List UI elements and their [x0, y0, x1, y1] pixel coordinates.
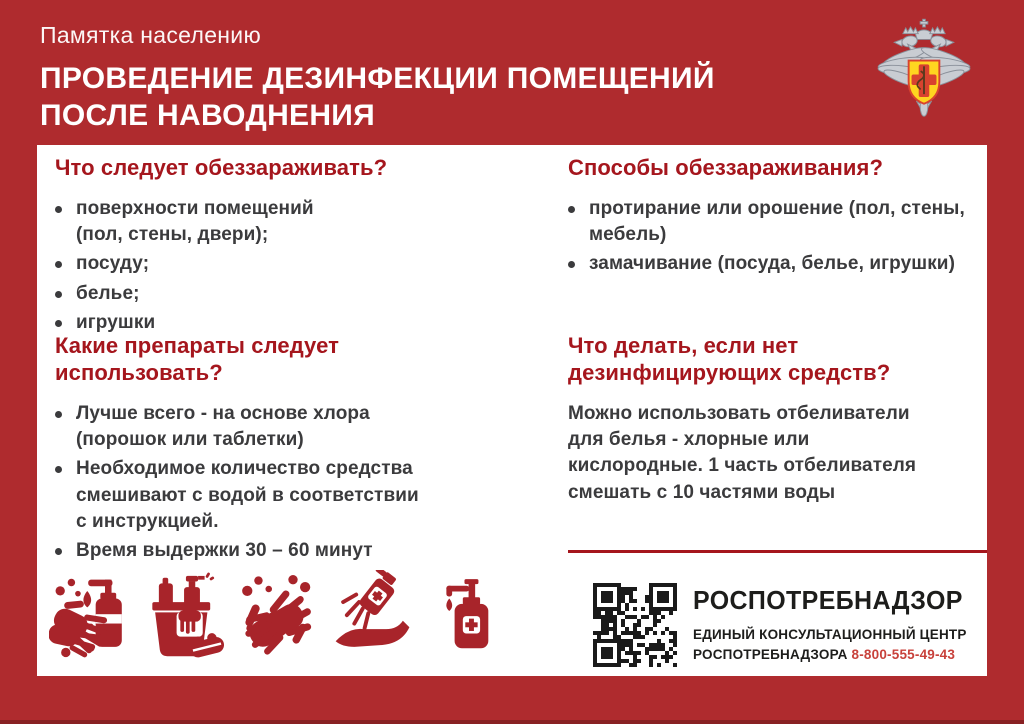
bullet-dot: [55, 466, 62, 473]
bullet-list: [568, 196, 978, 278]
sanitizer-bottle-icon: [425, 570, 499, 669]
contact-line2: РОСПОТРЕБНАДЗОРА: [693, 647, 848, 662]
list-item: протирание или орошение (пол, стены, мебель): [568, 196, 978, 248]
contact-text: [693, 585, 974, 666]
section-paragraph: Можно использовать отбеливатели для белья - хлорные или кислородные. 1 часть отбеливателя смешать с 10 частями воды: [568, 403, 917, 503]
contact-lines: [693, 625, 974, 666]
brand-name: РОСПОТРЕБНАДЗОР: [693, 584, 963, 615]
rubbing-hands-icon: [237, 570, 321, 669]
bullet-list: [55, 401, 525, 564]
list-item: посуду;: [55, 251, 525, 277]
section-heading: Что делать, если нет дезинфицирующих средств?: [568, 333, 891, 385]
bullet-dot: [55, 411, 62, 418]
section-disinfection-methods: [568, 154, 978, 281]
content-panel: [37, 145, 987, 676]
section-what-to-disinfect: [55, 154, 525, 339]
bullet-dot: [55, 291, 62, 298]
list-item: Необходимое количество средства смешивают с водой в соответствии с инструкцией.: [55, 456, 525, 535]
contact-line1: ЕДИНЫЙ КОНСУЛЬТАЦИОННЫЙ ЦЕНТР: [693, 626, 967, 642]
section-heading: Способы обеззараживания?: [568, 155, 884, 180]
bullet-dot: [568, 206, 575, 213]
bullet-dot: [55, 206, 62, 213]
divider-line: [568, 550, 987, 553]
list-item: поверхности помещений (пол, стены, двери);: [55, 196, 525, 248]
page-title-line1: ПРОВЕДЕНИЕ ДЕЗИНФЕКЦИИ ПОМЕЩЕНИЙ: [40, 62, 715, 95]
bullet-dot: [55, 261, 62, 268]
header-kicker: Памятка населению: [40, 22, 262, 48]
bullet-dot: [55, 548, 62, 555]
washing-hands-soap-icon: [49, 570, 133, 669]
qr-code: [593, 583, 677, 667]
cleaning-bucket-supplies-icon: [143, 570, 227, 669]
spray-disinfection-hand-icon: [331, 570, 415, 669]
section-heading: Какие препараты следует использовать?: [55, 333, 340, 385]
phone-number: 8-800-555-49-43: [851, 647, 956, 662]
hygiene-icons-row: [49, 569, 521, 669]
rospotrebnadzor-emblem-icon: [876, 16, 972, 132]
list-item: Лучше всего - на основе хлора (порошок или таблетки): [55, 401, 525, 453]
list-item: замачивание (посуда, белье, игрушки): [568, 251, 978, 277]
list-item: Время выдержки 30 – 60 минут: [55, 538, 525, 564]
bottom-edge-strip: [0, 720, 1024, 724]
page-title: [40, 60, 715, 134]
bullet-list: [55, 196, 525, 336]
header: [40, 22, 715, 134]
list-item: игрушки: [55, 310, 525, 336]
section-no-disinfectant: [568, 332, 978, 506]
bullet-dot: [55, 320, 62, 327]
list-item: белье;: [55, 281, 525, 307]
section-preparations: [55, 332, 525, 567]
section-heading: Что следует обеззараживать?: [55, 155, 388, 180]
contact-block: [593, 583, 974, 667]
bullet-dot: [568, 261, 575, 268]
page-title-line2: ПОСЛЕ НАВОДНЕНИЯ: [40, 99, 376, 132]
